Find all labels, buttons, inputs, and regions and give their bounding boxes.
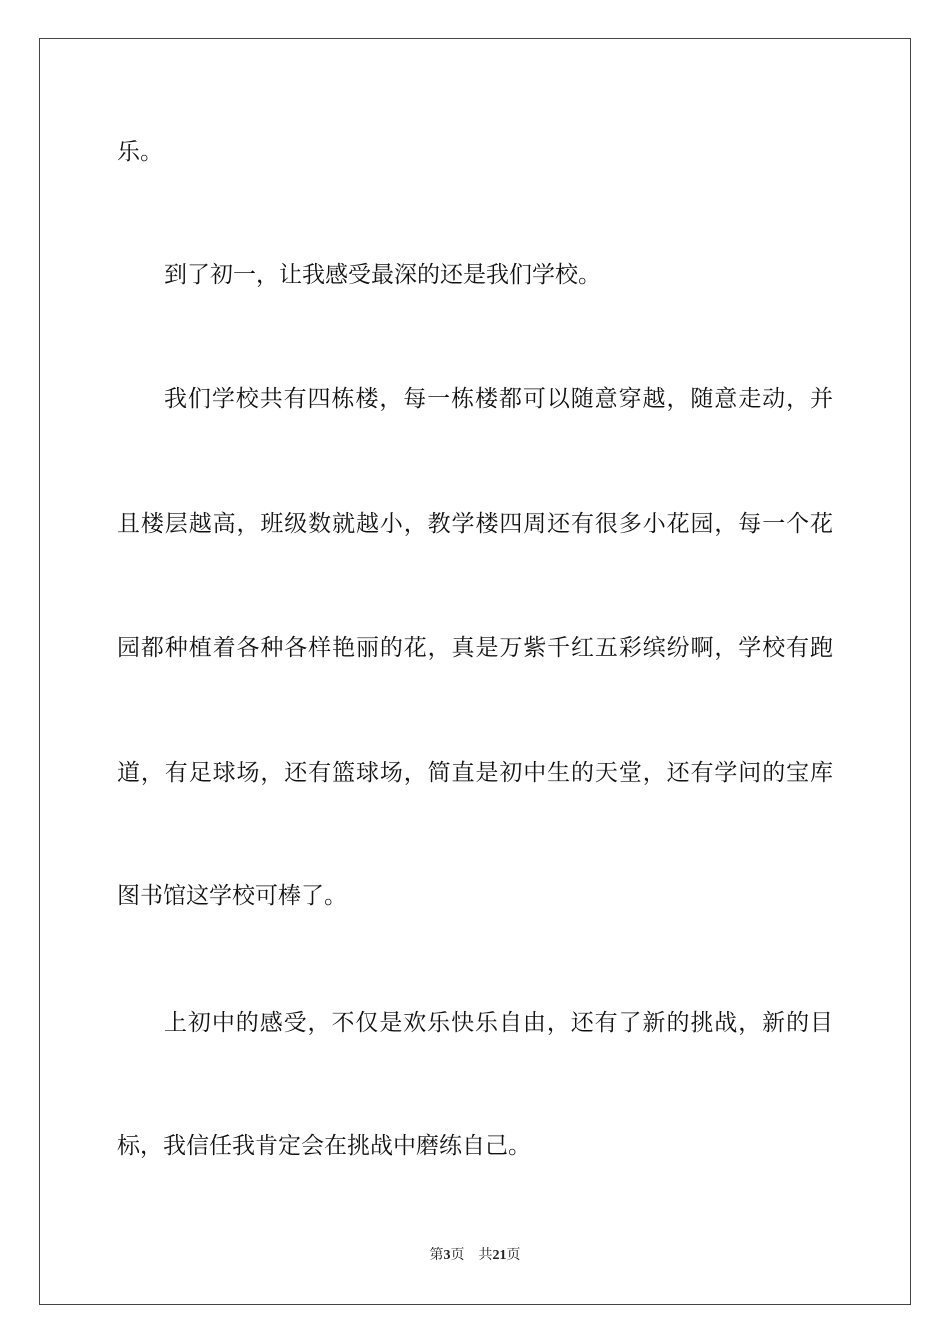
text-line-1: 乐。 <box>117 139 163 165</box>
page-suffix: 页 <box>450 1247 465 1263</box>
text-line-9: 标，我信任我肯定会在挑战中磨练自己。 <box>117 1133 531 1159</box>
text-line-4: 且楼层越高，班级数就越小，教学楼四周还有很多小花园，每一个花 <box>117 511 833 537</box>
page-footer <box>0 1245 950 1266</box>
page-border <box>39 38 911 1305</box>
text-line-7: 图书馆这学校可棒了。 <box>117 883 347 909</box>
page-number: 3 <box>443 1248 451 1263</box>
page-prefix: 第 <box>429 1247 444 1263</box>
text-line-5: 园都种植着各种各样艳丽的花，真是万紫千红五彩缤纷啊，学校有跑 <box>117 635 833 661</box>
total-pages: 21 <box>492 1248 507 1263</box>
text-line-3: 我们学校共有四栋楼，每一栋楼都可以随意穿越，随意走动，并 <box>164 386 833 412</box>
total-suffix: 页 <box>506 1247 521 1263</box>
total-prefix: 共 <box>478 1247 493 1263</box>
text-line-6: 道，有足球场，还有篮球场，简直是初中生的天堂，还有学问的宝库 <box>117 760 833 786</box>
text-line-2: 到了初一，让我感受最深的还是我们学校。 <box>164 262 601 288</box>
text-line-8: 上初中的感受，不仅是欢乐快乐自由，还有了新的挑战，新的目 <box>164 1010 833 1036</box>
